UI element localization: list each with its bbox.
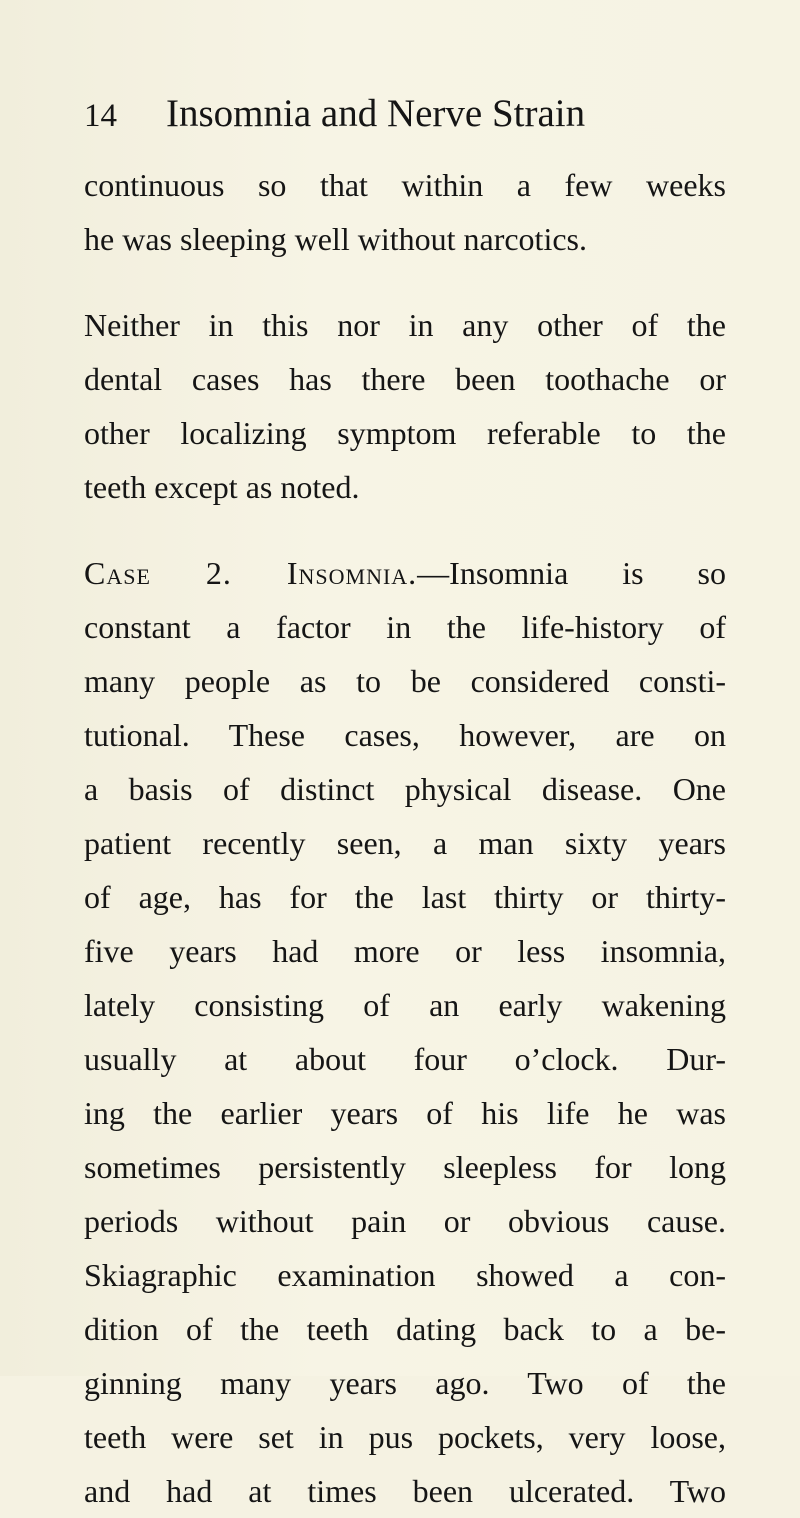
- text-line: tutional. These cases, however, are on: [84, 717, 726, 753]
- running-title: Insomnia and Nerve Strain: [166, 92, 586, 135]
- text-line: sometimes persistently sleepless for long: [84, 1149, 726, 1185]
- text-line: Neither in this nor in any other of the: [84, 307, 726, 343]
- text-line: five years had more or less insomnia,: [84, 933, 726, 969]
- text-line: teeth were set in pus pockets, very loose,: [84, 1419, 726, 1455]
- text-line: teeth except as noted.: [84, 469, 360, 505]
- text-line: dental cases has there been toothache or: [84, 361, 726, 397]
- text-line: he was sleeping well without narcotics.: [84, 221, 587, 257]
- text-line: of age, has for the last thirty or thirty-: [84, 879, 726, 915]
- case-heading-text: —Insomnia is so: [417, 555, 726, 591]
- case-heading-line: [84, 546, 726, 600]
- paragraph-dental-cases: [84, 298, 726, 514]
- text-line: dition of the teeth dating back to a be-: [84, 1311, 726, 1347]
- text-line: many people as to be considered consti-: [84, 663, 726, 699]
- text-line: usually at about four o’clock. Dur-: [84, 1041, 726, 1077]
- paragraph-gap: [84, 266, 726, 298]
- text-line: constant a factor in the life-history of: [84, 609, 726, 645]
- text-line: ginning many years ago. Two of the: [84, 1365, 726, 1401]
- text-line: continuous so that within a few weeks: [84, 167, 726, 203]
- paragraph-continuation: [84, 158, 726, 266]
- text-line: lately consisting of an early wakening: [84, 987, 726, 1023]
- text-line: Skiagraphic examination showed a con-: [84, 1257, 726, 1293]
- text-line: a basis of distinct physical disease. One: [84, 771, 726, 807]
- page-header: [84, 84, 724, 144]
- paragraph-gap: [84, 514, 726, 546]
- text-line: ing the earlier years of his life he was: [84, 1095, 726, 1131]
- text-line: and had at times been ulcerated. Two: [84, 1473, 726, 1509]
- text-line: other localizing symptom referable to the: [84, 415, 726, 451]
- text-line: periods without pain or obvious cause.: [84, 1203, 726, 1239]
- case-heading: Case 2. Insomnia.: [84, 555, 418, 591]
- page-number: 14: [84, 98, 117, 134]
- paragraph-case-2: [84, 546, 726, 1518]
- body-text: [84, 158, 726, 1518]
- text-line: patient recently seen, a man sixty years: [84, 825, 726, 861]
